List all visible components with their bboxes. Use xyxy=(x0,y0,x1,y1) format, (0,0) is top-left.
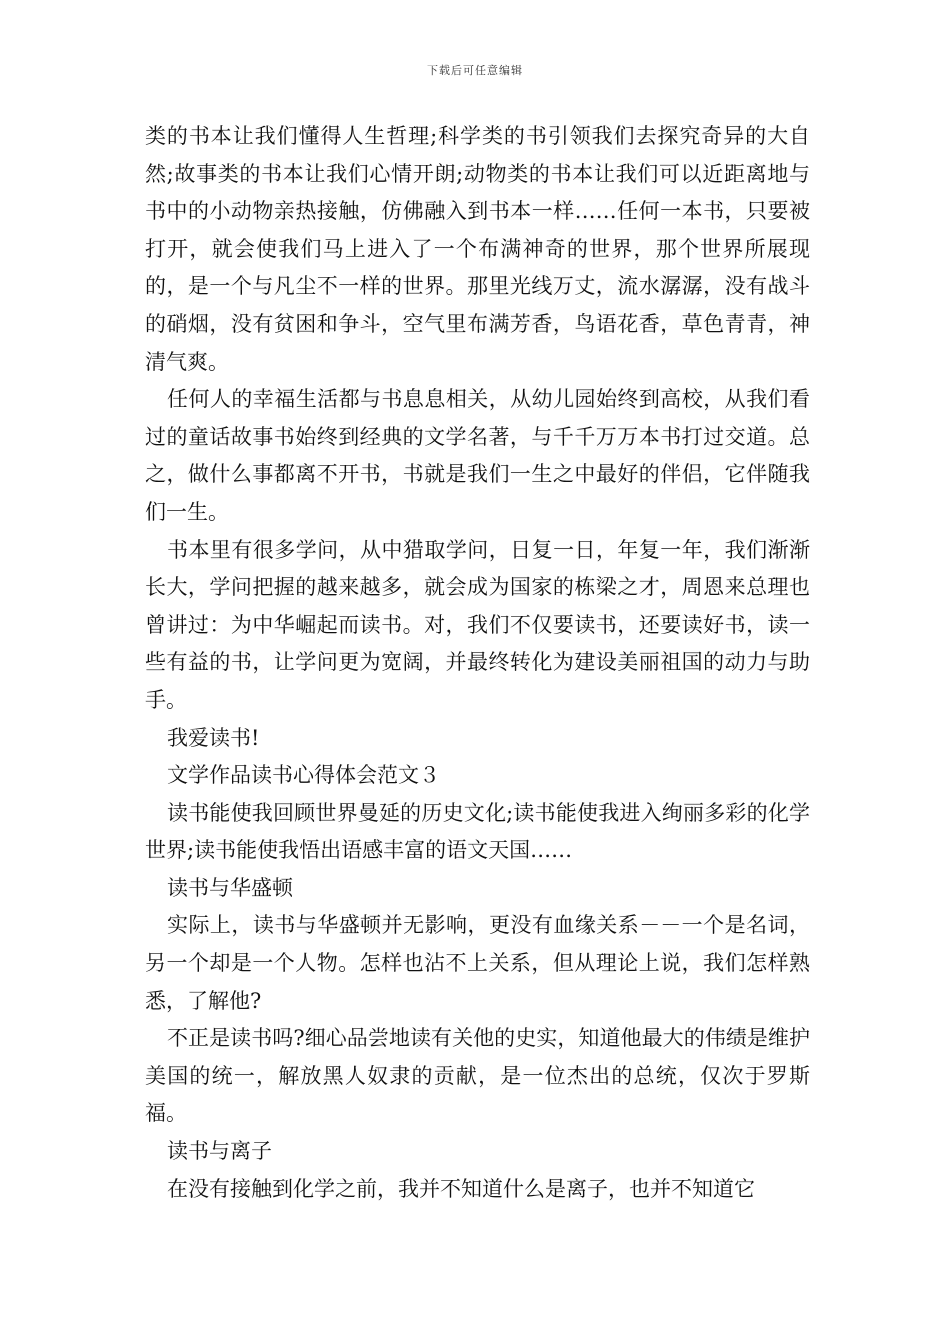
section-title-3: 文学作品读书心得体会范文３ xyxy=(167,763,440,788)
subheading-ions: 读书与离子 xyxy=(167,1139,272,1164)
page-header: 下载后可任意编辑 xyxy=(427,64,523,77)
paragraph-4: 读书能使我回顾世界曼延的历史文化;读书能使我进入绚丽多彩的化学世界;读书能使我悟出语感丰富的语文天国…… xyxy=(145,800,810,863)
subheading-washington: 读书与华盛顿 xyxy=(167,875,293,900)
paragraph-2: 任何人的幸福生活都与书息息相关，从幼儿园始终到高校，从我们看过的童话故事书始终到经典的文学名著，与千千万万本书打过交道。总之，做什么事都离不开书，书就是我们一生之中最好的伴侣，它伴随我们一生。 xyxy=(145,387,810,524)
paragraph-5: 实际上，读书与华盛顿并无影响，更没有血缘关系－－一个是名词，另一个却是一个人物。怎样也沾不上关系，但从理论上说，我们怎样熟悉，了解他? xyxy=(145,913,810,1013)
paragraph-6: 不正是读书吗?细心品尝地读有关他的史实，知道他最大的伟绩是维护美国的统一，解放黑人奴隶的贡献，是一位杰出的总统，仅次于罗斯福。 xyxy=(145,1026,810,1126)
paragraph-3: 书本里有很多学问，从中猎取学问，日复一日，年复一年，我们渐渐长大，学问把握的越来越多，就会成为国家的栋梁之才，周恩来总理也曾讲过：为中华崛起而读书。对，我们不仅要读书，还要读好书，读一些有益的书，让学问更为宽阔，并最终转化为建设美丽祖国的动力与助手。 xyxy=(145,537,810,712)
document-body xyxy=(145,118,810,1208)
paragraph-1: 类的书本让我们懂得人生哲理;科学类的书引领我们去探究奇异的大自然;故事类的书本让我们心情开朗;动物类的书本让我们可以近距离地与书中的小动物亲热接触，仿佛融入到书本一样……任何一本书，只要被打开，就会使我们马上进入了一个布满神奇的世界，那个世界所展现的，是一个与凡尘不一样的世界。那里光线万丈，流水潺潺，没有战斗的硝烟，没有贫困和争斗，空气里布满芳香，鸟语花香，草色青青，神清气爽。 xyxy=(145,124,810,374)
paragraph-7: 在没有接触到化学之前，我并不知道什么是离子，也并不知道它 xyxy=(167,1176,755,1201)
line-i-love-reading: 我爱读书! xyxy=(167,725,260,750)
